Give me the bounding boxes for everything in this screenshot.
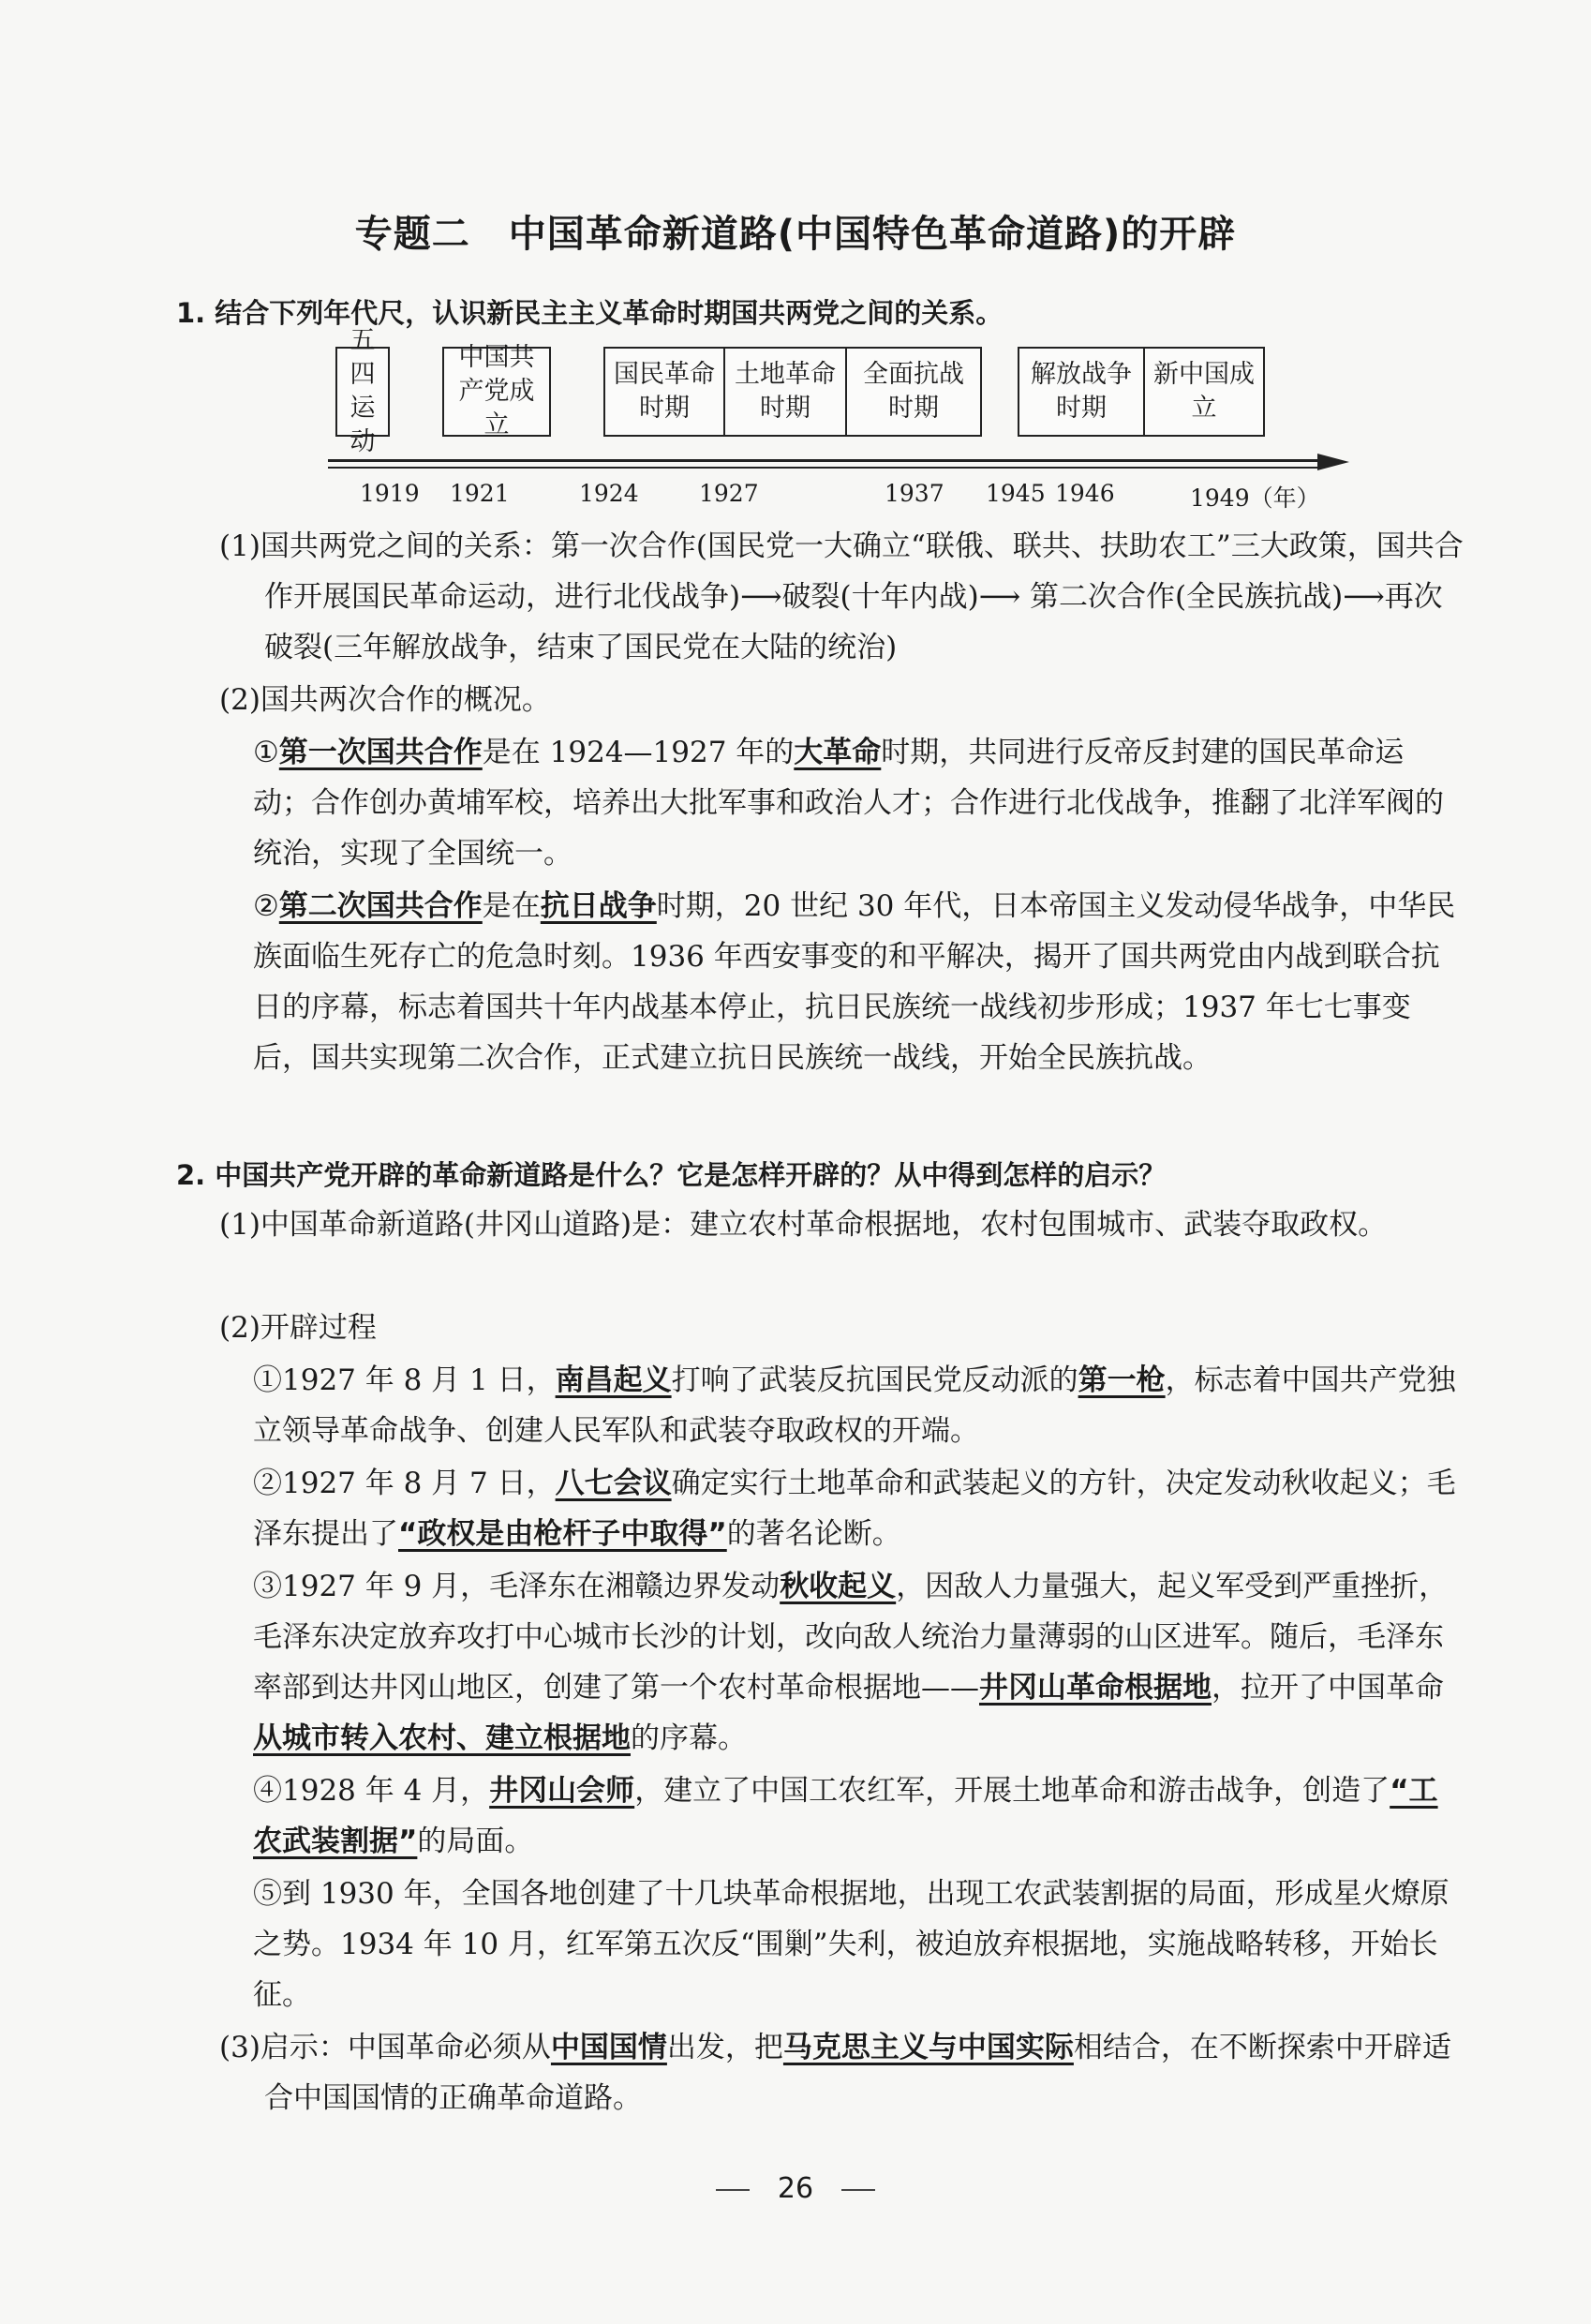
q1-first-cooperation <box>253 727 1462 879</box>
body-text: 时期，共同进行反帝反封建的国民革命运动；合作创办黄埔军校，培养出大批军事和政治人才；合作进行北伐战争，推翻了北洋军阀的统治，实现了全国统一。 <box>253 736 1444 871</box>
highlight-term: 第一次国共合作 <box>278 736 483 769</box>
body-text: 的著名论断。 <box>726 1517 901 1551</box>
body-text: 出发，把 <box>666 2031 783 2064</box>
q2-enlightenment <box>219 2022 1462 2123</box>
question-2-heading: 2. 中国共产党开辟的革命新道路是什么？它是怎样开辟的？从中得到怎样的启示？ <box>176 1159 1167 1191</box>
q2-step-2 <box>253 1458 1462 1559</box>
timeline-box-4 <box>723 347 847 437</box>
body-text: ②1927 年 8 月 7 日， <box>253 1467 556 1500</box>
body-text: ④1928 年 4 月， <box>253 1774 490 1808</box>
body-text: ，建立了中国工农红军，开展土地革命和游击战争，创造了 <box>634 1774 1390 1808</box>
timeline-box-3 <box>603 347 725 437</box>
timeline-box-label: 全面抗战时期 <box>863 360 964 423</box>
timeline-box-label: 解放战争时期 <box>1031 360 1132 423</box>
body-text: 是在 <box>482 889 541 923</box>
highlight-term: 中国国情 <box>550 2031 667 2064</box>
timeline-box-label: 新中国成立 <box>1153 360 1255 423</box>
timeline-ruler <box>328 326 1359 515</box>
timeline-box-label: 五四运动 <box>349 326 376 456</box>
timeline-year: 1945 <box>986 480 1046 507</box>
arrow-right-icon <box>1317 454 1349 470</box>
body-text: 的局面。 <box>417 1825 534 1858</box>
body-text: ①1927 年 8 月 1 日， <box>253 1363 556 1397</box>
question-1-heading: 1. 结合下列年代尺，认识新民主主义革命时期国共两党之间的关系。 <box>176 297 1004 329</box>
body-text: 时期，20 世纪 30 年代，日本帝国主义发动侵华战争，中华民族面临生死存亡的危急时刻。1936 年西安事变的和平解决，揭开了国共两党由内战到联合抗日的序幕，标志着国共十年内战基本停止，抗日民族统一战线初步形成；1937 年七七事变后，国共实现第二次合作，正式建立抗日民族统一战线，开始全民族抗战。 <box>253 889 1456 1075</box>
timeline-year: 1937 <box>885 480 944 507</box>
dash-left <box>716 2189 750 2191</box>
q2-process-heading: (2)开辟过程 <box>219 1311 377 1345</box>
page-number <box>0 2172 1591 2205</box>
body-text: 的序幕。 <box>631 1721 747 1755</box>
timeline-year: 1924 <box>579 480 639 507</box>
highlight-term: 抗日战争 <box>540 889 657 923</box>
timeline-box-label: 国民革命时期 <box>614 360 715 423</box>
timeline-box-2 <box>442 343 551 439</box>
timeline-year: 1946 <box>1055 480 1115 507</box>
marker: ① <box>253 736 279 769</box>
q1-second-cooperation <box>253 881 1462 1083</box>
timeline-axis-line <box>328 467 1321 469</box>
timeline-year: 1927 <box>699 480 759 507</box>
q2-step-3 <box>253 1561 1462 1764</box>
timeline-year: 1949（年） <box>1190 484 1320 512</box>
page-title: 专题二 中国革命新道路(中国特色革命道路)的开辟 <box>354 213 1237 256</box>
body-text: ，标志着中国共产党独立领导革命战争、创建人民军队和武装夺取政权的开端。 <box>253 1363 1456 1448</box>
page-number-text: 26 <box>777 2172 814 2205</box>
body-text: (3)启示：中国革命必须从 <box>219 2031 551 2064</box>
timeline-axis <box>328 459 1321 462</box>
highlight-term: 八七会议 <box>555 1467 672 1500</box>
q2-enlightenment-text <box>219 2022 1462 2123</box>
body-text: ③1927 年 9 月，毛泽东在湘赣边界发动 <box>253 1570 781 1603</box>
highlight-term: 大革命 <box>794 736 882 769</box>
q1-relation-paragraph <box>219 521 1465 673</box>
body-text: ，拉开了中国革命 <box>1212 1671 1444 1705</box>
highlight-term: 第二次国共合作 <box>278 889 483 923</box>
timeline-box-1 <box>335 326 390 456</box>
dash-right <box>841 2189 875 2191</box>
body-text: 相结合，在不断探索中开辟适合中国国情的正确革命道路。 <box>264 2031 1451 2115</box>
timeline-year: 1921 <box>450 480 510 507</box>
timeline-box-6 <box>1018 347 1145 437</box>
q1-overview-heading: (2)国共两次合作的概况。 <box>219 683 551 717</box>
body-text: 打响了武装反抗国民党反动派的 <box>671 1363 1078 1397</box>
q2-step-5: ⑤到 1930 年，全国各地创建了十几块革命根据地，出现工农武装割据的局面，形成星火燎原之势。1934 年 10 月，红军第五次反“围剿”失利，被迫放弃根据地，实施战略转移，开始长征。 <box>253 1877 1450 2012</box>
highlight-term: 秋收起义 <box>780 1570 897 1603</box>
highlight-term: 南昌起义 <box>555 1363 672 1397</box>
timeline-box-5 <box>845 347 982 437</box>
highlight-term: 井冈山革命根据地 <box>979 1671 1212 1705</box>
q2-step-1 <box>253 1355 1462 1456</box>
highlight-term: 第一枪 <box>1078 1363 1166 1397</box>
timeline-box-label: 土地革命时期 <box>735 360 836 423</box>
timeline-box-label: 中国共产党成立 <box>458 343 535 439</box>
timeline-box-7 <box>1143 347 1265 437</box>
highlight-term: 井冈山会师 <box>489 1774 635 1808</box>
body-text: 是在 1924—1927 年的 <box>482 736 795 769</box>
q2-new-road-text: (1)中国革命新道路(井冈山道路)是：建立农村革命根据地，农村包围城市、武装夺取政权。 <box>219 1208 1388 1242</box>
q2-step-4 <box>253 1765 1462 1867</box>
body-text: ，因敌人力量强大，起义军受到严重挫折，毛泽东决定放弃攻打中心城市长沙的计划，改向敌人统治力量薄弱的山区进军。随后，毛泽东率部到达井冈山地区，创建了第一个农村革命根据地—— <box>253 1570 1449 1705</box>
body-text: 确定实行土地革命和武装起义的方针，决定发动秋收起义；毛泽东提出了 <box>253 1467 1456 1551</box>
q1-relation-text: (1)国共两党之间的关系：第一次合作(国民党一大确立“联俄、联共、扶助农工”三大政策，国共合作开展国民革命运动，进行北伐战争)⟶破裂(十年内战)⟶ 第二次合作(全民族抗战)⟶再次破裂(三年解放战争，结束了国民党在大陆的统治) <box>219 529 1464 664</box>
highlight-term: 从城市转入农村、建立根据地 <box>253 1721 631 1755</box>
q2-new-road-paragraph <box>219 1199 1462 1250</box>
highlight-term: “政权是由枪杆子中取得” <box>398 1517 727 1551</box>
marker: ② <box>253 889 279 923</box>
timeline-year: 1919 <box>360 480 420 507</box>
highlight-term: “工农武装割据” <box>253 1774 1438 1858</box>
highlight-term: 马克思主义与中国实际 <box>782 2031 1074 2064</box>
